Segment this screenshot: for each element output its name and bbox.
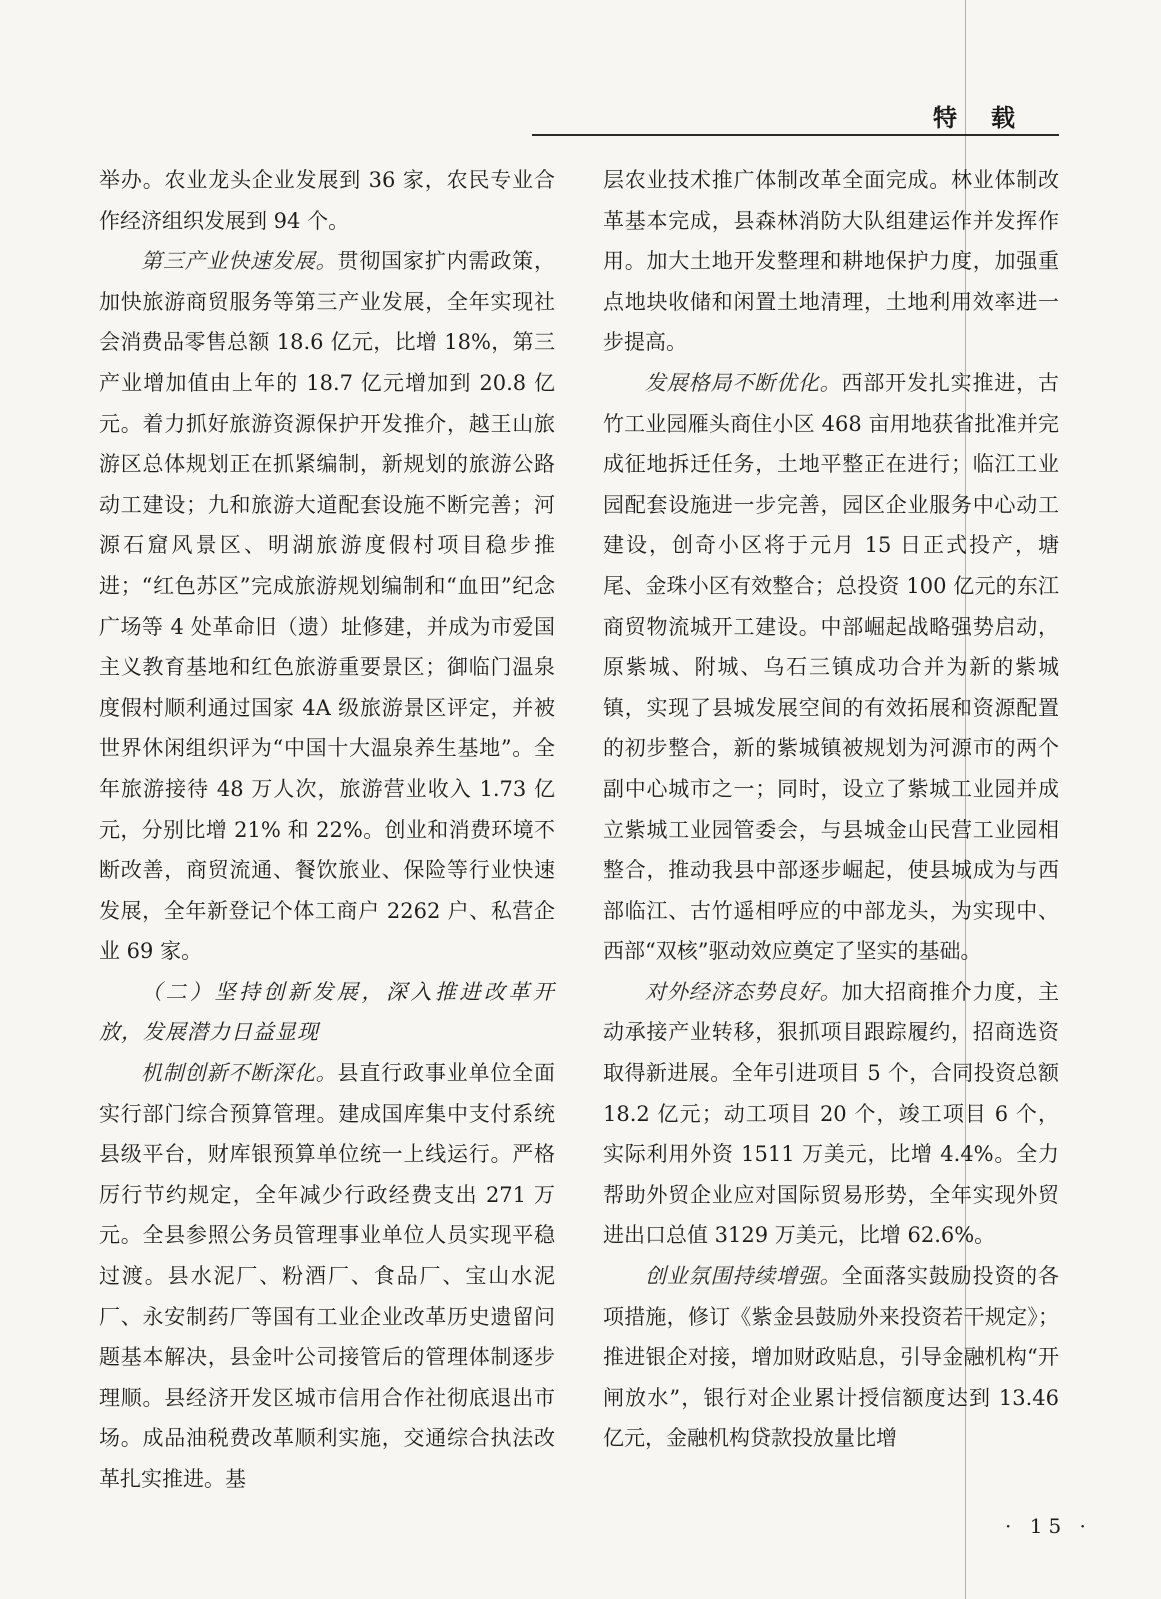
right-column — [603, 160, 1059, 1459]
paragraph-body: 县直行政事业单位全面实行部门综合预算管理。建成国库集中支付系统县级平台，财库银预算单位统一上线运行。严格厉行节约规定，全年减少行政经费支出 271 万元。全县参照公务员管理事业单位人员实现平稳过渡。县水泥厂、粉酒厂、食品厂、宝山水泥厂、永安制药厂等国有工业企业改革历史遗留问题基本解决，县金叶公司接管后的管理体制逐步理顺。县经济开发区城市信用合作社彻底退出市场。成品油税费改革顺利实施，交通综合执法改革扎实推进。基 — [99, 1061, 555, 1491]
section-heading: （二）坚持创新发展，深入推进改革开放，发展潜力日益显现 — [99, 979, 555, 1045]
paragraph-entrepreneurship — [603, 1256, 1059, 1459]
paragraph-body: 贯彻国家扩内需政策，加快旅游商贸服务等第三产业发展，全年实现社会消费品零售总额 18.6 亿元，比增 18%，第三产业增加值由上年的 18.7 亿元增加到 20.8 亿元。着力抓好旅游资源保护开发推介，越王山旅游区总体规划正在抓紧编制，新规划的旅游公路动工建设；九和旅游大道配套设施不断完善；河源石窟风景区、明湖旅游度假村项目稳步推进；“红色苏区”完成旅游规划编制和“血田”纪念广场等 4 处革命旧（遗）址修建，并成为市爱国主义教育基地和红色旅游重要景区；御临门温泉度假村顺利通过国家 4A 级旅游景区评定，并被世界休闲组织评为“中国十大温泉养生基地”。全年旅游接待 48 万人次，旅游营业收入 1.73 亿元，分别比增 21% 和 22%。创业和消费环境不断改善，商贸流通、餐饮旅业、保险等行业快速发展，全年新登记个体工商户 2262 户、私营企业 69 家。 — [99, 249, 555, 964]
paragraph-lead: 对外经济态势良好。 — [645, 979, 842, 1004]
paragraph-body: 西部开发扎实推进，古竹工业园雁头商住小区 468 亩用地获省批准并完成征地拆迁任务，土地平整正在进行；临江工业园配套设施进一步完善，园区企业服务中心动工建设，创奇小区将于元月 15 日正式投产，塘尾、金珠小区有效整合；总投资 100 亿元的东江商贸物流城开工建设。中部崛起战略强势启动，原紫城、附城、乌石三镇成功合并为新的紫城镇，实现了县城发展空间的有效拓展和资源配置的初步整合，新的紫城镇被规划为河源市的两个副中心城市之一；同时，设立了紫城工业园并成立紫城工业园管委会，与县城金山民营工业园相整合，推动我县中部逐步崛起，使县城成为与西部临江、古竹遥相呼应的中部龙头，为实现中、西部“双核”驱动效应奠定了坚实的基础。 — [603, 370, 1059, 964]
paragraph-foreign-economy — [603, 972, 1059, 1256]
paragraph-development-layout — [603, 363, 1059, 972]
header-rule — [532, 134, 1059, 136]
left-column — [99, 160, 555, 1500]
paragraph-lead: 发展格局不断优化。 — [645, 370, 842, 395]
paragraph-mechanism-innovation — [99, 1053, 555, 1500]
paragraph-lead: 机制创新不断深化。 — [141, 1061, 338, 1086]
paragraph-lead: 第三产业快速发展。 — [141, 249, 338, 274]
paragraph-reform-continued: 层农业技术推广体制改革全面完成。林业体制改革基本完成，县森林消防大队组建运作并发挥作用。加大土地开发整理和耕地保护力度，加强重点地块收储和闲置土地清理，土地利用效率进一步提高。 — [603, 168, 1059, 355]
paragraph-body: 加大招商推介力度，主动承接产业转移，狠抓项目跟踪履约，招商选资取得新进展。全年引进项目 5 个，合同投资总额 18.2 亿元；动工项目 20 个，竣工项目 6 个，实际利用外资 1511 万美元，比增 4.4%。全力帮助外贸企业应对国际贸易形势，全年实现外贸进出口总值 3129 万美元，比增 62.6%。 — [603, 979, 1059, 1248]
page-number: · 15 · — [1005, 1514, 1092, 1538]
paragraph-agriculture-end: 举办。农业龙头企业发展到 36 家，农民专业合作经济组织发展到 94 个。 — [99, 168, 555, 233]
paragraph-tertiary-industry — [99, 241, 555, 972]
paragraph-body: 全面落实鼓励投资的各项措施，修订《紫金县鼓励外来投资若干规定》；推进银企对接，增加财政贴息，引导金融机构“开闸放水”，银行对企业累计授信额度达到 13.46 亿元，金融机构贷款投放量比增 — [603, 1264, 1059, 1451]
paragraph-lead: 创业氛围持续增强。 — [645, 1264, 842, 1289]
running-header: 特载 — [933, 103, 1049, 132]
